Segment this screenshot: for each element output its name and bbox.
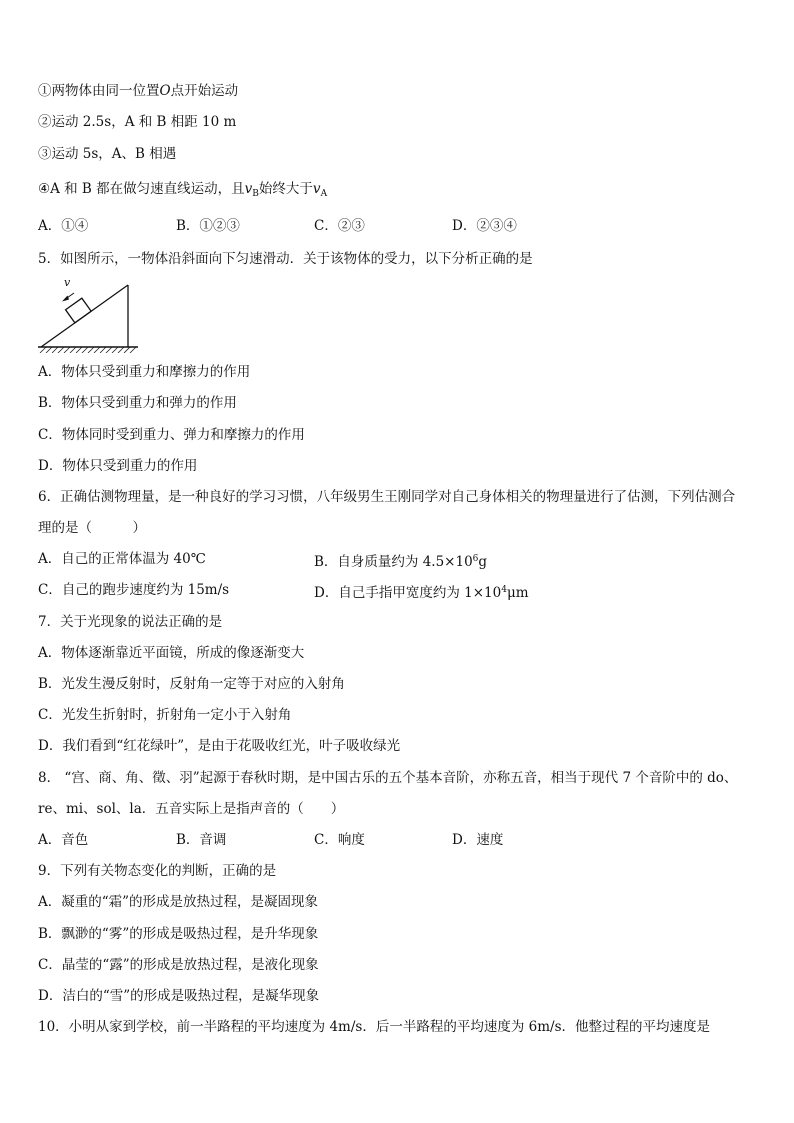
q9-option-b[interactable]: B．飘渺的“雾”的形成是吸热过程，是升华现象 xyxy=(38,926,319,942)
q8-option-d[interactable]: D．速度 xyxy=(452,832,504,848)
q8-option-b[interactable]: B．音调 xyxy=(176,832,227,848)
q6-option-c[interactable]: C．自己的跑步速度约为 15m/s xyxy=(38,582,230,598)
incline-figure xyxy=(38,276,142,353)
q7-option-c[interactable]: C．光发生折射时，折射角一定小于入射角 xyxy=(38,707,292,723)
q4-option-b[interactable]: B．①②③ xyxy=(176,218,240,234)
q6-b-text: B．自身质量约为 4.5×10 xyxy=(314,554,473,570)
q7-option-b[interactable]: B．光发生漫反射时，反射角一定等于对应的入射角 xyxy=(38,676,345,692)
q5-option-d[interactable]: D．物体只受到重力的作用 xyxy=(38,458,198,474)
q6-option-b[interactable] xyxy=(314,550,487,571)
q8-option-c[interactable]: C．响度 xyxy=(314,832,365,848)
q6-stem-line-2: 理的是（ ） xyxy=(38,520,146,536)
q4-s1-text: ①两物体由同一位置 xyxy=(38,83,160,99)
q4-statement-2: ②运动 2.5s，A 和 B 相距 10 m xyxy=(38,114,237,130)
q10-stem: 10．小明从家到学校，前一半路程的平均速度为 4m/s．后一半路程的平均速度为 6m/s．他整过程的平均速度是 xyxy=(38,1019,710,1035)
q4-s4-va-sub: A xyxy=(320,189,328,199)
q4-s4-va: v xyxy=(312,181,321,197)
q6-b-unit: g xyxy=(478,554,488,570)
q6-b-exponent: 6 xyxy=(472,554,479,564)
q4-statement-4 xyxy=(38,180,327,203)
q6-d-unit: μm xyxy=(506,585,529,601)
q9-stem: 9．下列有关物态变化的判断，正确的是 xyxy=(38,863,277,879)
q9-option-c[interactable]: C．晶莹的“露”的形成是放热过程，是液化现象 xyxy=(38,957,319,973)
q8-option-a[interactable]: A．音色 xyxy=(38,832,89,848)
q5-stem: 5．如图所示，一物体沿斜面向下匀速滑动．关于该物体的受力，以下分析正确的是 xyxy=(38,251,533,267)
q6-d-text: D．自己手指甲宽度约为 1×10 xyxy=(314,585,502,601)
q4-s1-point: O xyxy=(159,83,171,99)
q6-stem-line-1: 6．正确估测物理量，是一种良好的学习习惯，八年级男生王刚同学对自己身体相关的物理量进行了估测，下列估测合 xyxy=(38,489,736,505)
q8-stem-line-1: 8． “宫、商、角、徵、羽”起源于春秋时期，是中国古乐的五个基本音阶，亦称五音，相当于现代 7 个音阶中的 do、 xyxy=(38,770,738,786)
velocity-label: v xyxy=(64,276,71,289)
q9-option-d[interactable]: D．洁白的“雪”的形成是吸热过程，是凝华现象 xyxy=(38,988,320,1004)
q4-option-a[interactable]: A．①④ xyxy=(38,218,89,234)
q4-s4-vb-sub: B xyxy=(252,189,259,199)
q4-statement-1 xyxy=(38,82,238,100)
q4-s1-tail: 点开始运动 xyxy=(170,83,239,99)
q4-s4-pre: ④A 和 B 都在做匀速直线运动，且 xyxy=(38,181,245,197)
q7-stem: 7．关于光现象的说法正确的是 xyxy=(38,614,223,630)
q5-option-b[interactable]: B．物体只受到重力和弹力的作用 xyxy=(38,395,237,411)
q6-option-d[interactable] xyxy=(314,581,529,602)
q4-s4-mid: 始终大于 xyxy=(258,181,313,197)
q4-option-c[interactable]: C．②③ xyxy=(314,218,365,234)
q4-s4-vb: v xyxy=(244,181,253,197)
q7-option-a[interactable]: A．物体逐渐靠近平面镜，所成的像逐渐变大 xyxy=(38,645,305,661)
q5-option-c[interactable]: C．物体同时受到重力、弹力和摩擦力的作用 xyxy=(38,427,305,443)
q9-option-a[interactable]: A．凝重的“霜”的形成是放热过程，是凝固现象 xyxy=(38,894,319,910)
incline-diagram xyxy=(38,279,142,353)
q6-option-a[interactable]: A．自己的正常体温为 40℃ xyxy=(38,551,206,567)
q7-option-d[interactable]: D．我们看到“红花绿叶”，是由于花吸收红光，叶子吸收绿光 xyxy=(38,738,401,754)
q4-statement-3: ③运动 5s，A、B 相遇 xyxy=(38,146,177,162)
q5-option-a[interactable]: A．物体只受到重力和摩擦力的作用 xyxy=(38,364,251,380)
q4-option-d[interactable]: D．②③④ xyxy=(452,218,517,234)
q6-d-exponent: 4 xyxy=(501,585,507,595)
q8-stem-line-2: re、mi、sol、la．五音实际上是指声音的（ ） xyxy=(38,801,345,817)
